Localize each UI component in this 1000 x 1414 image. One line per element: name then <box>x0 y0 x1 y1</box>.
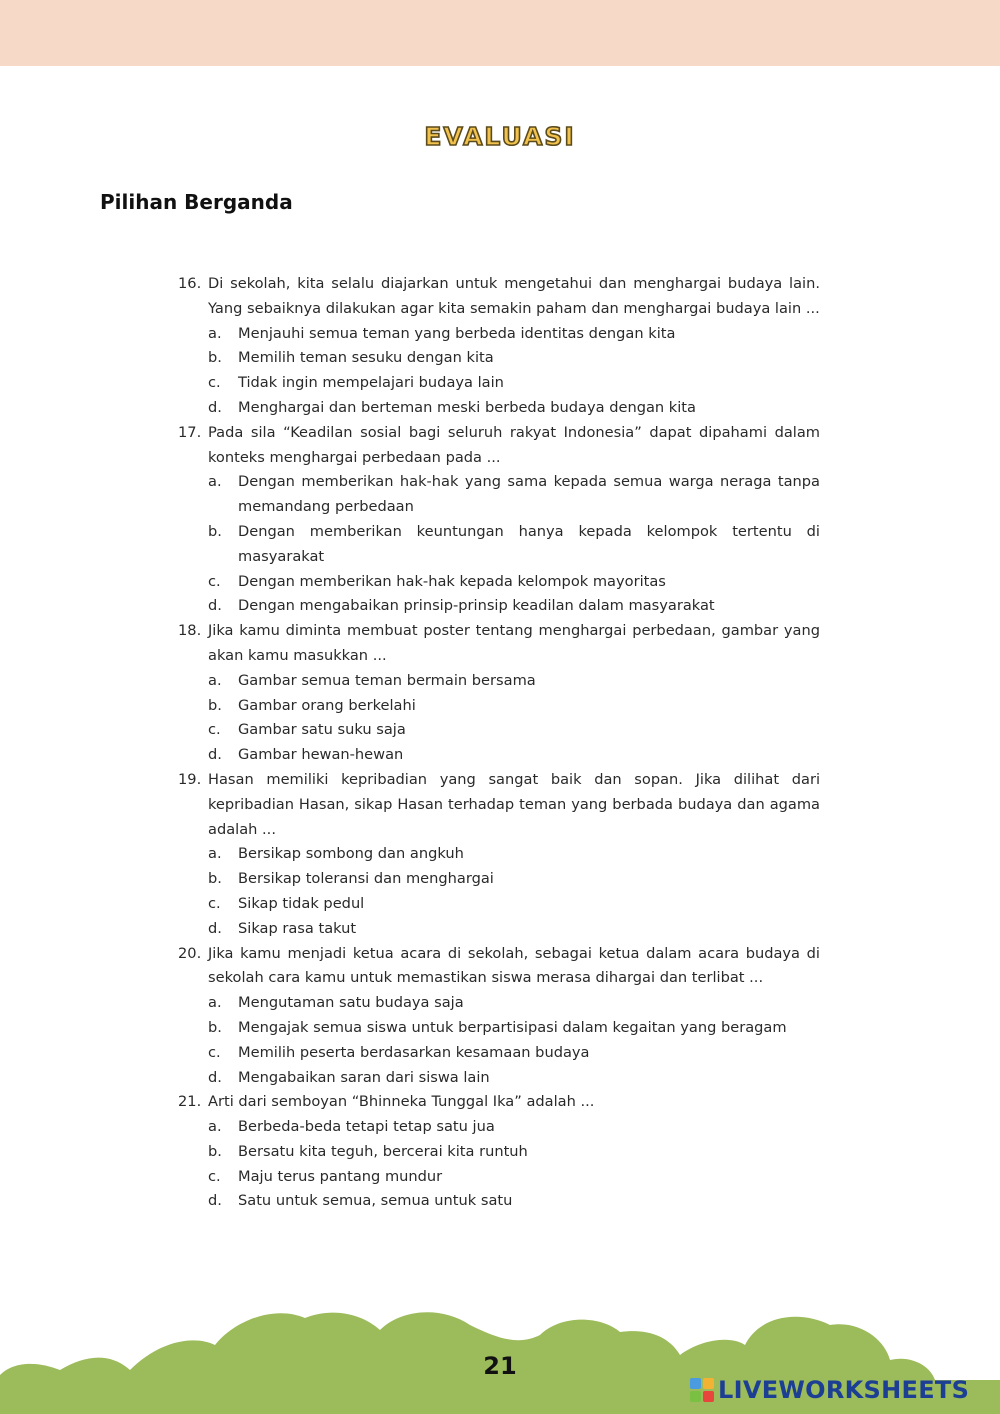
option-letter: c. <box>208 894 221 912</box>
option-text: Sikap rasa takut <box>238 919 357 937</box>
option-letter: a. <box>208 473 222 491</box>
answer-option[interactable] <box>178 1140 820 1165</box>
answer-option[interactable] <box>178 892 820 917</box>
question-number: 20. <box>178 944 202 962</box>
option-text: Maju terus pantang mundur <box>238 1167 443 1185</box>
question-text: Jika kamu menjadi ketua acara di sekolah, sebagai ketua dalam acara budaya di sekolah cara kamu untuk memastikan siswa merasa dihargai dan terlibat ... <box>208 944 820 987</box>
answer-option[interactable] <box>178 842 820 867</box>
option-letter: b. <box>208 1142 222 1160</box>
option-letter: d. <box>208 746 222 764</box>
option-letter: c. <box>208 572 221 590</box>
liveworksheets-logo-icon <box>690 1378 714 1402</box>
option-letter: b. <box>208 696 222 714</box>
option-letter: c. <box>208 1167 221 1185</box>
option-text: Satu untuk semua, semua untuk satu <box>238 1192 513 1210</box>
answer-option[interactable] <box>178 694 820 719</box>
page-title: EVALUASI <box>424 122 576 151</box>
option-text: Memilih peserta berdasarkan kesamaan budaya <box>238 1043 590 1061</box>
liveworksheets-logo-text: LIVEWORKSHEETS <box>718 1376 970 1404</box>
answer-option[interactable] <box>178 470 820 520</box>
question-number: 18. <box>178 622 202 640</box>
question-number: 16. <box>178 275 202 292</box>
answer-option[interactable] <box>178 520 820 570</box>
option-letter: d. <box>208 1068 222 1086</box>
option-text: Mengabaikan saran dari siswa lain <box>238 1068 490 1086</box>
option-text: Sikap tidak pedul <box>238 894 365 912</box>
option-text: Dengan memberikan hak-hak kepada kelompok mayoritas <box>238 572 666 590</box>
top-banner <box>0 0 1000 66</box>
question-item <box>178 619 820 669</box>
section-heading: Pilihan Berganda <box>100 190 293 214</box>
option-letter: b. <box>208 522 222 540</box>
answer-option[interactable] <box>178 718 820 743</box>
option-text: Menghargai dan berteman meski berbeda budaya dengan kita <box>238 398 696 416</box>
option-letter: d. <box>208 398 222 416</box>
option-letter: d. <box>208 919 222 937</box>
option-text: Memilih teman sesuku dengan kita <box>238 349 494 367</box>
option-text: Gambar orang berkelahi <box>238 696 416 714</box>
answer-option[interactable] <box>178 594 820 619</box>
answer-option[interactable] <box>178 867 820 892</box>
question-text: Jika kamu diminta membuat poster tentang menghargai perbedaan, gambar yang akan kamu masukkan ... <box>208 622 820 664</box>
option-letter: b. <box>208 349 222 367</box>
option-text: Gambar hewan-hewan <box>238 746 404 764</box>
question-item <box>178 272 820 322</box>
option-text: Bersikap toleransi dan menghargai <box>238 870 494 888</box>
answer-option[interactable] <box>178 1066 820 1091</box>
option-text: Dengan memberikan keuntungan hanya kepada kelompok tertentu di masyarakat <box>238 522 820 565</box>
question-item <box>178 421 820 471</box>
answer-option[interactable] <box>178 322 820 347</box>
question-text: Pada sila “Keadilan sosial bagi seluruh rakyat Indonesia” dapat dipahami dalam konteks menghargai perbedaan pada ... <box>208 423 820 466</box>
option-text: Menjauhi semua teman yang berbeda identitas dengan kita <box>238 324 676 342</box>
question-number: 19. <box>178 770 202 788</box>
answer-option[interactable] <box>178 1041 820 1066</box>
question-number: 17. <box>178 423 202 441</box>
question-item <box>178 1090 820 1115</box>
question-text: Di sekolah, kita selalu diajarkan untuk mengetahui dan menghargai budaya lain. Yang sebaiknya dilakukan agar kita semakin paham dan menghargai budaya lain ... <box>208 275 820 317</box>
question-item <box>178 768 820 842</box>
option-text: Dengan memberikan hak-hak yang sama kepada semua warga neraga tanpa memandang perbedaan <box>238 473 820 516</box>
answer-option[interactable] <box>178 917 820 942</box>
answer-option[interactable] <box>178 346 820 371</box>
answer-option[interactable] <box>178 669 820 694</box>
question-text: Hasan memiliki kepribadian yang sangat baik dan sopan. Jika dilihat dari kepribadian Hasan, sikap Hasan terhadap teman yang berbada budaya dan agama adalah ... <box>208 770 820 838</box>
option-text: Berbeda-beda tetapi tetap satu jua <box>238 1118 495 1136</box>
answer-option[interactable] <box>178 371 820 396</box>
option-letter: a. <box>208 994 222 1012</box>
option-text: Mengutaman satu budaya saja <box>238 994 464 1012</box>
option-letter: a. <box>208 845 222 863</box>
option-text: Tidak ingin mempelajari budaya lain <box>238 374 504 392</box>
option-text: Bersatu kita teguh, bercerai kita runtuh <box>238 1142 528 1160</box>
option-text: Mengajak semua siswa untuk berpartisipasi dalam kegaitan yang beragam <box>238 1018 787 1036</box>
answer-option[interactable] <box>178 1189 820 1214</box>
page-number: 21 <box>483 1352 517 1380</box>
option-text: Dengan mengabaikan prinsip-prinsip keadilan dalam masyarakat <box>238 597 715 615</box>
option-letter: a. <box>208 1118 222 1136</box>
option-text: Bersikap sombong dan angkuh <box>238 845 464 863</box>
question-item <box>178 942 820 992</box>
option-letter: b. <box>208 870 222 888</box>
question-number: 21. <box>178 1093 202 1111</box>
option-letter: a. <box>208 324 222 342</box>
answer-option[interactable] <box>178 1165 820 1190</box>
option-text: Gambar satu suku saja <box>238 721 406 739</box>
answer-option[interactable] <box>178 743 820 768</box>
question-list <box>178 272 820 1214</box>
option-letter: d. <box>208 1192 222 1210</box>
option-text: Gambar semua teman bermain bersama <box>238 671 536 689</box>
option-letter: a. <box>208 671 222 689</box>
answer-option[interactable] <box>178 570 820 595</box>
option-letter: b. <box>208 1018 222 1036</box>
option-letter: c. <box>208 1043 221 1061</box>
option-letter: d. <box>208 597 222 615</box>
answer-option[interactable] <box>178 396 820 421</box>
answer-option[interactable] <box>178 1016 820 1041</box>
option-letter: c. <box>208 721 221 739</box>
question-text: Arti dari semboyan “Bhinneka Tunggal Ika” adalah ... <box>208 1093 595 1111</box>
liveworksheets-logo[interactable] <box>690 1376 969 1404</box>
answer-option[interactable] <box>178 991 820 1016</box>
option-letter: c. <box>208 374 221 392</box>
answer-option[interactable] <box>178 1115 820 1140</box>
